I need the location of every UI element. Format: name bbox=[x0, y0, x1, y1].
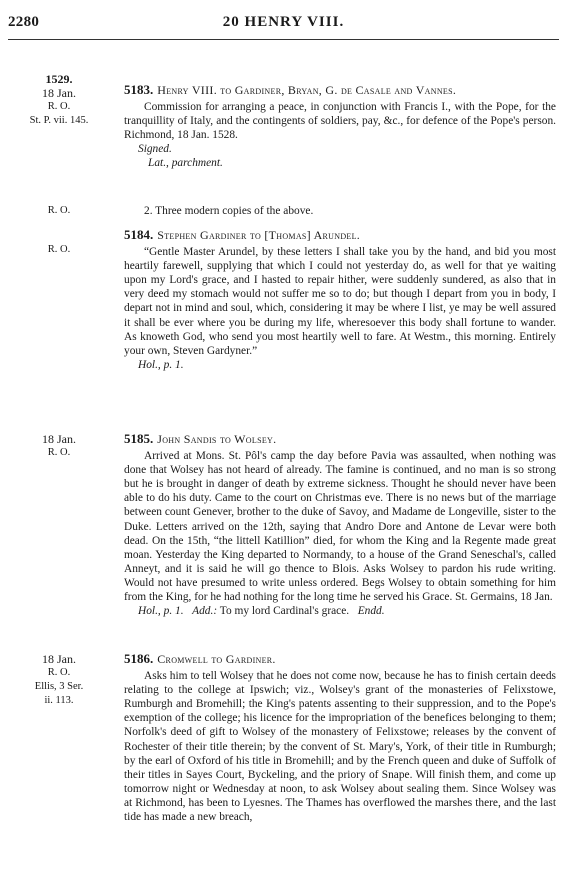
margin-source: R. O. bbox=[47, 667, 71, 678]
margin-date: 18 Jan. bbox=[42, 432, 76, 446]
margin-year: 1529. bbox=[45, 72, 73, 86]
margin-source-ref: Ellis, 3 Ser. bbox=[34, 681, 84, 692]
entry-number: 5185. bbox=[124, 431, 154, 446]
entry-text: Commission for arranging a peace, in conjunction with Francis I., with the Pope, for the tranquillity of Italy, and the contingents of soldiers, pay, &c., for defence of the Pope's person. Richmond, 18 Jan. 1528. bbox=[124, 101, 556, 142]
entry-5184-body bbox=[124, 228, 556, 372]
entry-text: “Gentle Master Arundel, by these letters I shall take you by the hand, and bid you most heartily farewell, supplying that which I could not yesterday do, as well for that ye waiting upon my Lord's grace, and I hasted to repair hither, were suddenly sundered, as also that in very deed my stomach would not suffer me so to do; but though I depart from you in body, I depart not in mind and soul, which, considering it may be where I list, ye may be well assured it shall be ever where you be during my life, wheresoever this body shall fortune to wander. As knoweth God, who send you most heartily well to fare. At Westm., this morning. Entirely your own, Steven Gardyner.” bbox=[124, 246, 556, 357]
entry-5185-margin bbox=[0, 432, 118, 460]
entry-5183-margin bbox=[0, 72, 118, 128]
entry-number: 5183. bbox=[124, 82, 154, 97]
entry-5183-body bbox=[124, 83, 556, 171]
entry-text: Arrived at Mons. St. Pôl's camp the day before Pavia was assaulted, when nothing was done that Wolsey has not heard of already. The famine is continued, and no man is so strong but he is brought in danger of death by extreme sickness. Thought he should never have been able to do his duty. Came to the court on Christmas eve. There is no news but of the marriage between count Genever, brother to the duke of Savoy, and Madame de Longeville, sister to the Duke. Letters arrived on the 12th, saying that Andro Dore and Antone de Levar were both dead. On the 15th, “the littell Katillion” died, for whom the King and la Regente made great moan. Yesterday the King departed to Normandy, to a house of the Grand Seneschal's, called Anneyt, and it is said he will go thence to Blois. Asks Wolsey to pardon his rude writing. Would not have presumed to write unless ordered. Begs Wolsey to obtain something for him from the King, for he had nothing for the long time he served his Grace. St. Germains, 18 Jan. bbox=[124, 450, 556, 604]
description-note: Hol., p. 1. bbox=[138, 605, 184, 618]
entry-title: Cromwell to Gardiner. bbox=[157, 652, 276, 666]
page-number: 2280 bbox=[8, 14, 40, 30]
copies-note: 2. Three modern copies of the above. bbox=[144, 205, 314, 217]
entry-text: Asks him to tell Wolsey that he does not come now, because he has to finish certain deeds relating to the college at Ipswich; viz., Wolsey's grant of the monasteries of Felixstowe, Rumburgh and Bromehill; the King's patents assenting to their suppression, and to the Pope's exemption of the college; his licence for the impropriation of the benefices belonging to them; Norfolk's deed of gift to Wolsey of the monastery of Felixstowe; releases by the convent of Rochester of their title therein; by the convent of St. Mary's, York, of their title in Rumburgh; by the earl of Oxford of his title in Bromehill; and by the French queen and duke of Suffolk of their titles in Sayes Court, Byckeling, and the priory of Snape. Will finish them, and come up tomorrow night or Wednesday at noon, to ask Wolsey about sealing them. Since Wolsey was at Richmond, has been to Lyesnes. The Thames has overflowed the marshes there, and the last tide has made a new breach, bbox=[124, 670, 556, 824]
endorsed-note: Endd. bbox=[357, 605, 385, 618]
running-title: 20 HENRY VIII. bbox=[222, 14, 345, 30]
running-header bbox=[0, 14, 567, 36]
description-note: Hol., p. 1. bbox=[138, 358, 184, 371]
entry-heading bbox=[124, 652, 556, 667]
entry-title: Stephen Gardiner to [Thomas] Arundel. bbox=[157, 228, 361, 242]
margin-source: R. O. bbox=[47, 447, 71, 458]
entry-heading bbox=[124, 432, 556, 447]
entry-heading bbox=[124, 83, 556, 98]
margin-source-ref: St. P. vii. 145. bbox=[29, 115, 89, 126]
endorsement-line bbox=[124, 604, 556, 618]
entry-title: John Sandis to Wolsey. bbox=[157, 432, 277, 446]
entry-5185-body bbox=[124, 432, 556, 618]
margin-source: R. O. bbox=[47, 244, 71, 255]
signed-note: Signed. bbox=[138, 143, 172, 156]
margin-source-ref: ii. 113. bbox=[44, 695, 74, 706]
address-label: Add.: bbox=[192, 605, 218, 618]
entry-number: 5186. bbox=[124, 651, 154, 666]
margin-source: R. O. bbox=[47, 205, 71, 216]
description-note: Lat., parchment. bbox=[148, 157, 223, 170]
address-text: To my lord Cardinal's grace. bbox=[219, 605, 350, 618]
entry-title: Henry VIII. to Gardiner, Bryan, G. de Casale and Vannes. bbox=[157, 83, 457, 97]
entry-5186-body bbox=[124, 652, 556, 824]
entry-heading bbox=[124, 228, 556, 243]
margin-source: R. O. bbox=[47, 101, 71, 112]
margin-date: 18 Jan. bbox=[42, 86, 76, 100]
header-rule bbox=[8, 39, 559, 40]
entry-5186-margin bbox=[0, 652, 118, 708]
margin-date: 18 Jan. bbox=[42, 652, 76, 666]
entry-number: 5184. bbox=[124, 227, 154, 242]
